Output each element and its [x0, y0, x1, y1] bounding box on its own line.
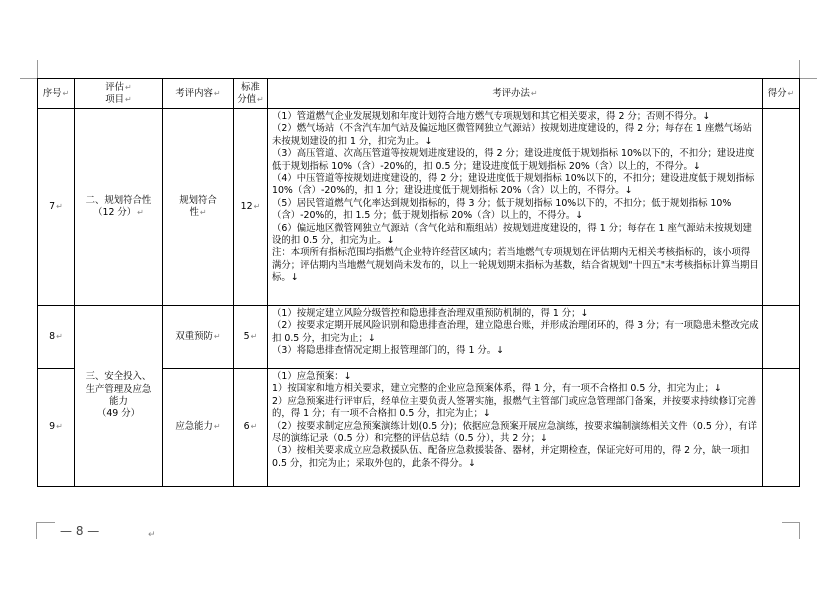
table-row-8: [38, 306, 800, 369]
row7-score: 12↵: [234, 109, 268, 306]
crop-mark-top-left: [20, 60, 38, 79]
header-got-score: 得分↵: [763, 79, 800, 109]
row7-content: 规划符合 性↵: [163, 109, 234, 306]
row7-method-line: （6）偏远地区微管网独立气源站（含气化站和瓶组站）按规划进度建设的，得 1 分；每存在 1 座气源站未按规划建设的扣 0.5 分，扣完为止。↓: [272, 222, 752, 247]
crop-mark-top-right: [799, 60, 817, 79]
row8-method-line: （2）按要求定期开展风险识别和隐患排查治理，建立隐患台账，并形成治理闭环的，得 3 分；有一项隐患未整改完成扣 0.5 分，扣完为止；↓: [272, 320, 759, 344]
row9-method: [268, 369, 763, 487]
header-score: 标准 分值↵: [234, 79, 268, 109]
row7-method-line: （5）居民管道燃气气化率达到规划指标的，得 3 分；低于规划指标 10%以下的，不扣分；低于规划指标 10%（含）-20%的，扣 1.5 分；低于规划指标 20%（含）以上的，不得分。↓: [272, 197, 732, 222]
paragraph-mark: ↵: [148, 530, 156, 540]
header-method: 考评办法↵: [268, 79, 763, 109]
header-index: 序号↵: [38, 79, 75, 109]
table-row-7: [38, 109, 800, 306]
row9-method-line: 1）按国家和地方相关要求，建立完整的企业应急预案体系，得 1 分，有一项不合格扣 0.5 分，扣完为止；↓: [272, 383, 722, 395]
row7-method: [268, 109, 763, 306]
row8-content: 双重预防↵: [163, 306, 234, 369]
row7-method-line: （1）管道燃气企业发展规划和年度计划符合地方燃气专项规划和其它相关要求，得 2 分；否则不得分。↓: [272, 111, 711, 122]
row7-method-note: 注：本项所有指标范围均指燃气企业特许经营区域内；若当地燃气专项规划在评估期内无相关考核指标的，该小项得满分；评估期内当地燃气规划尚未发布的，以上一轮规划期末指标为基数，结合省规划"十四五"末考核指标计算当期目标。↓: [272, 247, 759, 284]
row8-index: 8↵: [38, 306, 75, 369]
row9-method-line: （3）按相关要求成立应急救援队伍、配备应急救援装备、器材，并定期检查，保证完好可用的，得 2 分，缺一项扣 0.5 分，扣完为止；采取外包的，此条不得分。↓: [272, 445, 750, 469]
row7-method-line: （2）燃气场站（不含汽车加气站及偏远地区微管网独立气源站）按规划进度建设的，得 2 分；每存在 1 座燃气场站未按规划建设的扣 1 分，扣完为止。↓: [272, 123, 752, 147]
row9-content: 应急能力↵: [163, 369, 234, 487]
row9-method-line: 2）应急预案进行评审后，经单位主要负责人签署实施，报燃气主管部门或应急管理部门备案，并按要求持续修订完善的，得 1 分；有一项不合格扣 0.5 分，扣完为止；↓: [272, 395, 757, 420]
row9-index: 9↵: [38, 369, 75, 487]
row7-method-line: （3）高压管道、次高压管道等按规划进度建设的，得 2 分；建设进度低于规划指标 10%以下的，不扣分；建设进度低于规划指标 10%（含）-20%的，扣 0.5 分；建设进度低于规划指标 20%（含）以上的，不得分。↓: [272, 148, 755, 172]
row7-item: 二、规划符合性 （12 分）↵: [75, 109, 163, 306]
row8-got-score[interactable]: [763, 306, 800, 369]
header-item: 评估↵ 项目↵: [75, 79, 163, 109]
row9-method-line: （1）应急预案：↓: [272, 371, 352, 382]
row8-method: [268, 306, 763, 369]
row9-got-score[interactable]: [763, 369, 800, 487]
row7-got-score[interactable]: [763, 109, 800, 306]
row8-method-line: （1）按规定建立风险分级管控和隐患排查治理双重预防机制的，得 1 分；↓: [272, 308, 589, 319]
row9-method-line: （2）按要求制定应急预案演练计划(0.5 分)；依据应急预案开展应急演练，按要求编制演练相关文件（0.5 分），有详尽的演练记录（0.5 分）和完整的评估总结（0.5 分），共 2 分；↓: [272, 420, 757, 445]
row7-index: 7↵: [38, 109, 75, 306]
crop-mark-bottom-right: [782, 522, 800, 539]
row8-score: 5↵: [234, 306, 268, 369]
row8-method-line: （3）将隐患排查情况定期上报管理部门的，得 1 分。↓: [272, 345, 504, 357]
page-number: — 8 —: [60, 524, 100, 538]
crop-mark-bottom-left: [36, 522, 55, 539]
row9-score: 6↵: [234, 369, 268, 487]
table-header-row: [38, 79, 800, 109]
group3-item: 三、安全投入、 生产管理及应急 能力 （49 分）: [75, 306, 163, 487]
row7-method-line: （4）中压管道等按规划进度建设的，得 2 分；建设进度低于规划指标 10%以下的，不扣分；建设进度低于规划指标 10%（含）-20%的，扣 1 分；建设进度低于规划指标 20%（含）以上的，不得分。↓: [272, 173, 755, 197]
header-content: 考评内容↵: [163, 79, 234, 109]
evaluation-table: [37, 78, 800, 487]
